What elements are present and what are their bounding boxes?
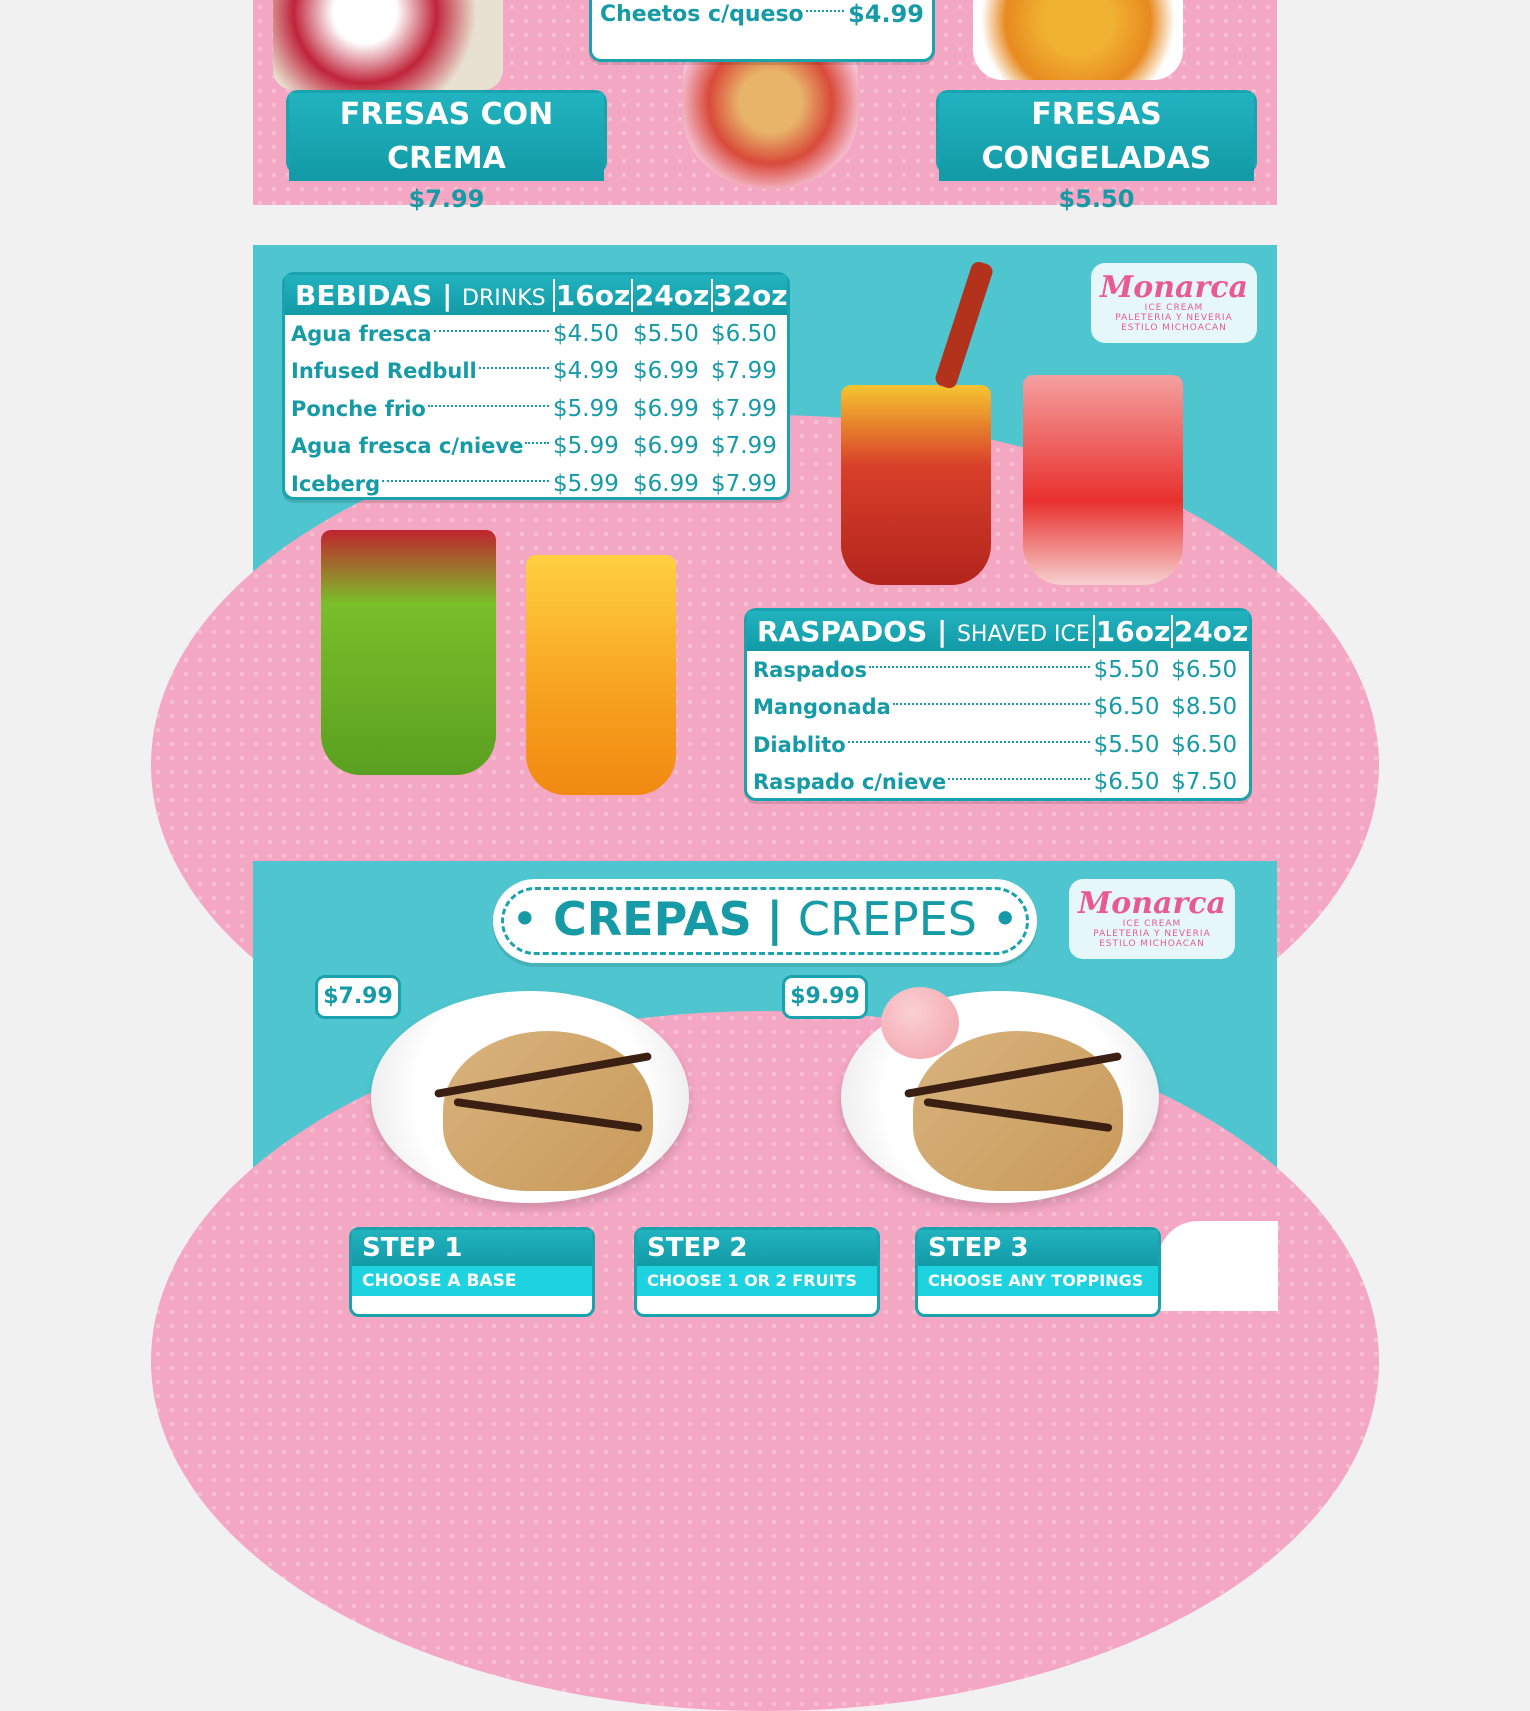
bebidas-menu-box	[282, 272, 790, 500]
dotted-leader	[382, 480, 549, 482]
crepas-title-pill	[493, 879, 1037, 963]
bebida-price-16oz: $4.50	[553, 320, 619, 347]
green-agua-fresca-image	[321, 530, 496, 775]
snack-item-box	[589, 0, 935, 62]
fresas-congeladas-image	[973, 0, 1183, 80]
bebida-price-32oz: $7.99	[711, 395, 777, 422]
bebida-price-16oz: $5.99	[553, 470, 619, 497]
dotted-leader	[948, 778, 1089, 780]
dotted-leader	[893, 703, 1090, 705]
step-3-subtitle: CHOOSE ANY TOPPINGS	[918, 1266, 1158, 1296]
raspado-row	[753, 764, 1243, 802]
bebida-price-32oz: $6.50	[711, 320, 777, 347]
step-2-title: STEP 2	[637, 1230, 877, 1266]
crepe-price-tag-left: $7.99	[315, 975, 401, 1019]
raspado-price-24oz: $7.50	[1171, 769, 1238, 796]
raspado-price-16oz: $6.50	[1093, 694, 1160, 721]
size-header-24oz: 24oz	[1171, 615, 1249, 648]
bebida-name: Agua fresca c/nieve	[291, 434, 524, 459]
size-header-32oz: 32oz	[713, 278, 788, 312]
fresas-congeladas-price: $5.50	[1058, 185, 1135, 213]
drip-decoration	[1158, 1221, 1278, 1311]
orange-agua-fresca-image	[526, 555, 676, 795]
fresas-congeladas-title: FRESAS CONGELADAS	[939, 93, 1254, 181]
dotted-leader	[434, 330, 549, 332]
crepe-price-tag-right: $9.99	[782, 975, 868, 1019]
bebida-price-24oz: $6.99	[633, 358, 699, 385]
raspado-price-24oz: $8.50	[1171, 694, 1238, 721]
fresas-congeladas-label	[936, 90, 1257, 213]
title-bullet-icon: •	[991, 892, 1019, 946]
size-header-24oz: 24oz	[631, 279, 711, 312]
dotted-leader	[479, 367, 549, 369]
dotted-leader	[525, 442, 549, 444]
raspado-row	[753, 726, 1243, 764]
bebida-price-24oz: $5.50	[633, 320, 699, 347]
logo-line3: ESTILO MICHOACAN	[1121, 323, 1227, 333]
fresas-con-crema-price: $7.99	[408, 185, 485, 213]
bebida-row	[291, 353, 781, 391]
bebidas-title-separator: |	[442, 278, 453, 312]
raspado-name: Mangonada	[753, 695, 891, 720]
bebida-price-32oz: $7.99	[711, 358, 777, 385]
raspado-price-24oz: $6.50	[1171, 656, 1238, 683]
step-1-subtitle: CHOOSE A BASE	[352, 1266, 592, 1296]
crepas-title: CREPAS	[552, 892, 752, 946]
raspado-row	[753, 651, 1243, 689]
step-2-subtitle: CHOOSE 1 OR 2 FRUITS	[637, 1266, 877, 1296]
bebida-price-16oz: $5.99	[553, 433, 619, 460]
raspado-name: Raspado c/nieve	[753, 770, 947, 795]
bebida-row	[291, 428, 781, 466]
title-bullet-icon: •	[511, 892, 539, 946]
step-3-title: STEP 3	[918, 1230, 1158, 1266]
raspado-row	[753, 689, 1243, 727]
fresas-con-crema-title: FRESAS CON CREMA	[289, 93, 604, 181]
fresas-panel	[253, 0, 1277, 213]
bebida-price-24oz: $6.99	[633, 395, 699, 422]
pink-wave-background	[151, 1011, 1380, 1711]
bebida-price-32oz: $7.99	[711, 470, 777, 497]
raspado-name: Diablito	[753, 732, 846, 757]
bebida-price-16oz: $4.99	[553, 358, 619, 385]
raspado-price-16oz: $5.50	[1093, 656, 1160, 683]
fresas-con-crema-image	[273, 0, 503, 90]
raspados-title: RASPADOS	[757, 614, 928, 648]
monarca-logo	[1091, 263, 1257, 343]
raspado-price-16oz: $5.50	[1093, 731, 1160, 758]
snack-item-price: $4.99	[848, 0, 924, 28]
snack-bowl-image	[683, 44, 858, 189]
raspado-price-16oz: $6.50	[1093, 769, 1160, 796]
raspado-price-24oz: $6.50	[1171, 731, 1238, 758]
bebida-price-24oz: $6.99	[633, 470, 699, 497]
raspados-subtitle: SHAVED ICE	[956, 621, 1090, 647]
dotted-leader	[848, 741, 1090, 743]
bebida-price-24oz: $6.99	[633, 433, 699, 460]
raspado-name: Raspados	[753, 657, 868, 682]
logo-line3: ESTILO MICHOACAN	[1099, 939, 1205, 949]
step-1-box	[349, 1227, 595, 1317]
ice-cream-scoop-image	[881, 987, 959, 1059]
bebida-name: Iceberg	[291, 471, 381, 496]
bebida-name: Agua fresca	[291, 321, 432, 346]
bebidas-subtitle: DRINKS	[462, 285, 546, 311]
logo-line1: ICE CREAM	[1144, 303, 1204, 313]
snack-item-name: Cheetos c/queso	[600, 1, 804, 27]
logo-line2: PALETERIA Y NEVERIA	[1093, 929, 1211, 939]
size-header-16oz: 16oz	[553, 279, 631, 312]
monarca-logo	[1069, 879, 1235, 959]
bebida-price-16oz: $5.99	[553, 395, 619, 422]
bebida-row	[291, 315, 781, 353]
bebidas-panel	[253, 245, 1277, 821]
logo-name: Monarca	[1078, 886, 1226, 921]
bebida-price-32oz: $7.99	[711, 433, 777, 460]
bebida-row	[291, 390, 781, 428]
fresas-con-crema-label	[286, 90, 607, 213]
step-1-title: STEP 1	[352, 1230, 592, 1266]
mangonada-cup-image	[841, 385, 991, 585]
logo-name: Monarca	[1100, 270, 1248, 305]
step-3-box	[915, 1227, 1161, 1317]
crepas-title-separator: |	[766, 892, 784, 946]
crepas-subtitle: CREPES	[797, 892, 978, 946]
dotted-leader	[869, 666, 1090, 668]
bebida-row	[291, 465, 781, 503]
raspado-cup-image	[1023, 375, 1183, 585]
logo-line2: PALETERIA Y NEVERIA	[1115, 313, 1233, 323]
bebidas-title: BEBIDAS	[295, 278, 433, 312]
raspados-title-separator: |	[936, 614, 948, 648]
bebida-name: Ponche frio	[291, 396, 426, 421]
logo-line1: ICE CREAM	[1122, 919, 1182, 929]
bebida-name: Infused Redbull	[291, 359, 477, 384]
raspados-menu-box	[744, 608, 1252, 801]
tamarindo-straw-icon	[933, 260, 994, 390]
dotted-leader	[428, 405, 549, 407]
dotted-leader	[806, 10, 844, 12]
crepas-panel	[253, 861, 1277, 1301]
step-2-box	[634, 1227, 880, 1317]
size-header-16oz: 16oz	[1093, 615, 1171, 648]
